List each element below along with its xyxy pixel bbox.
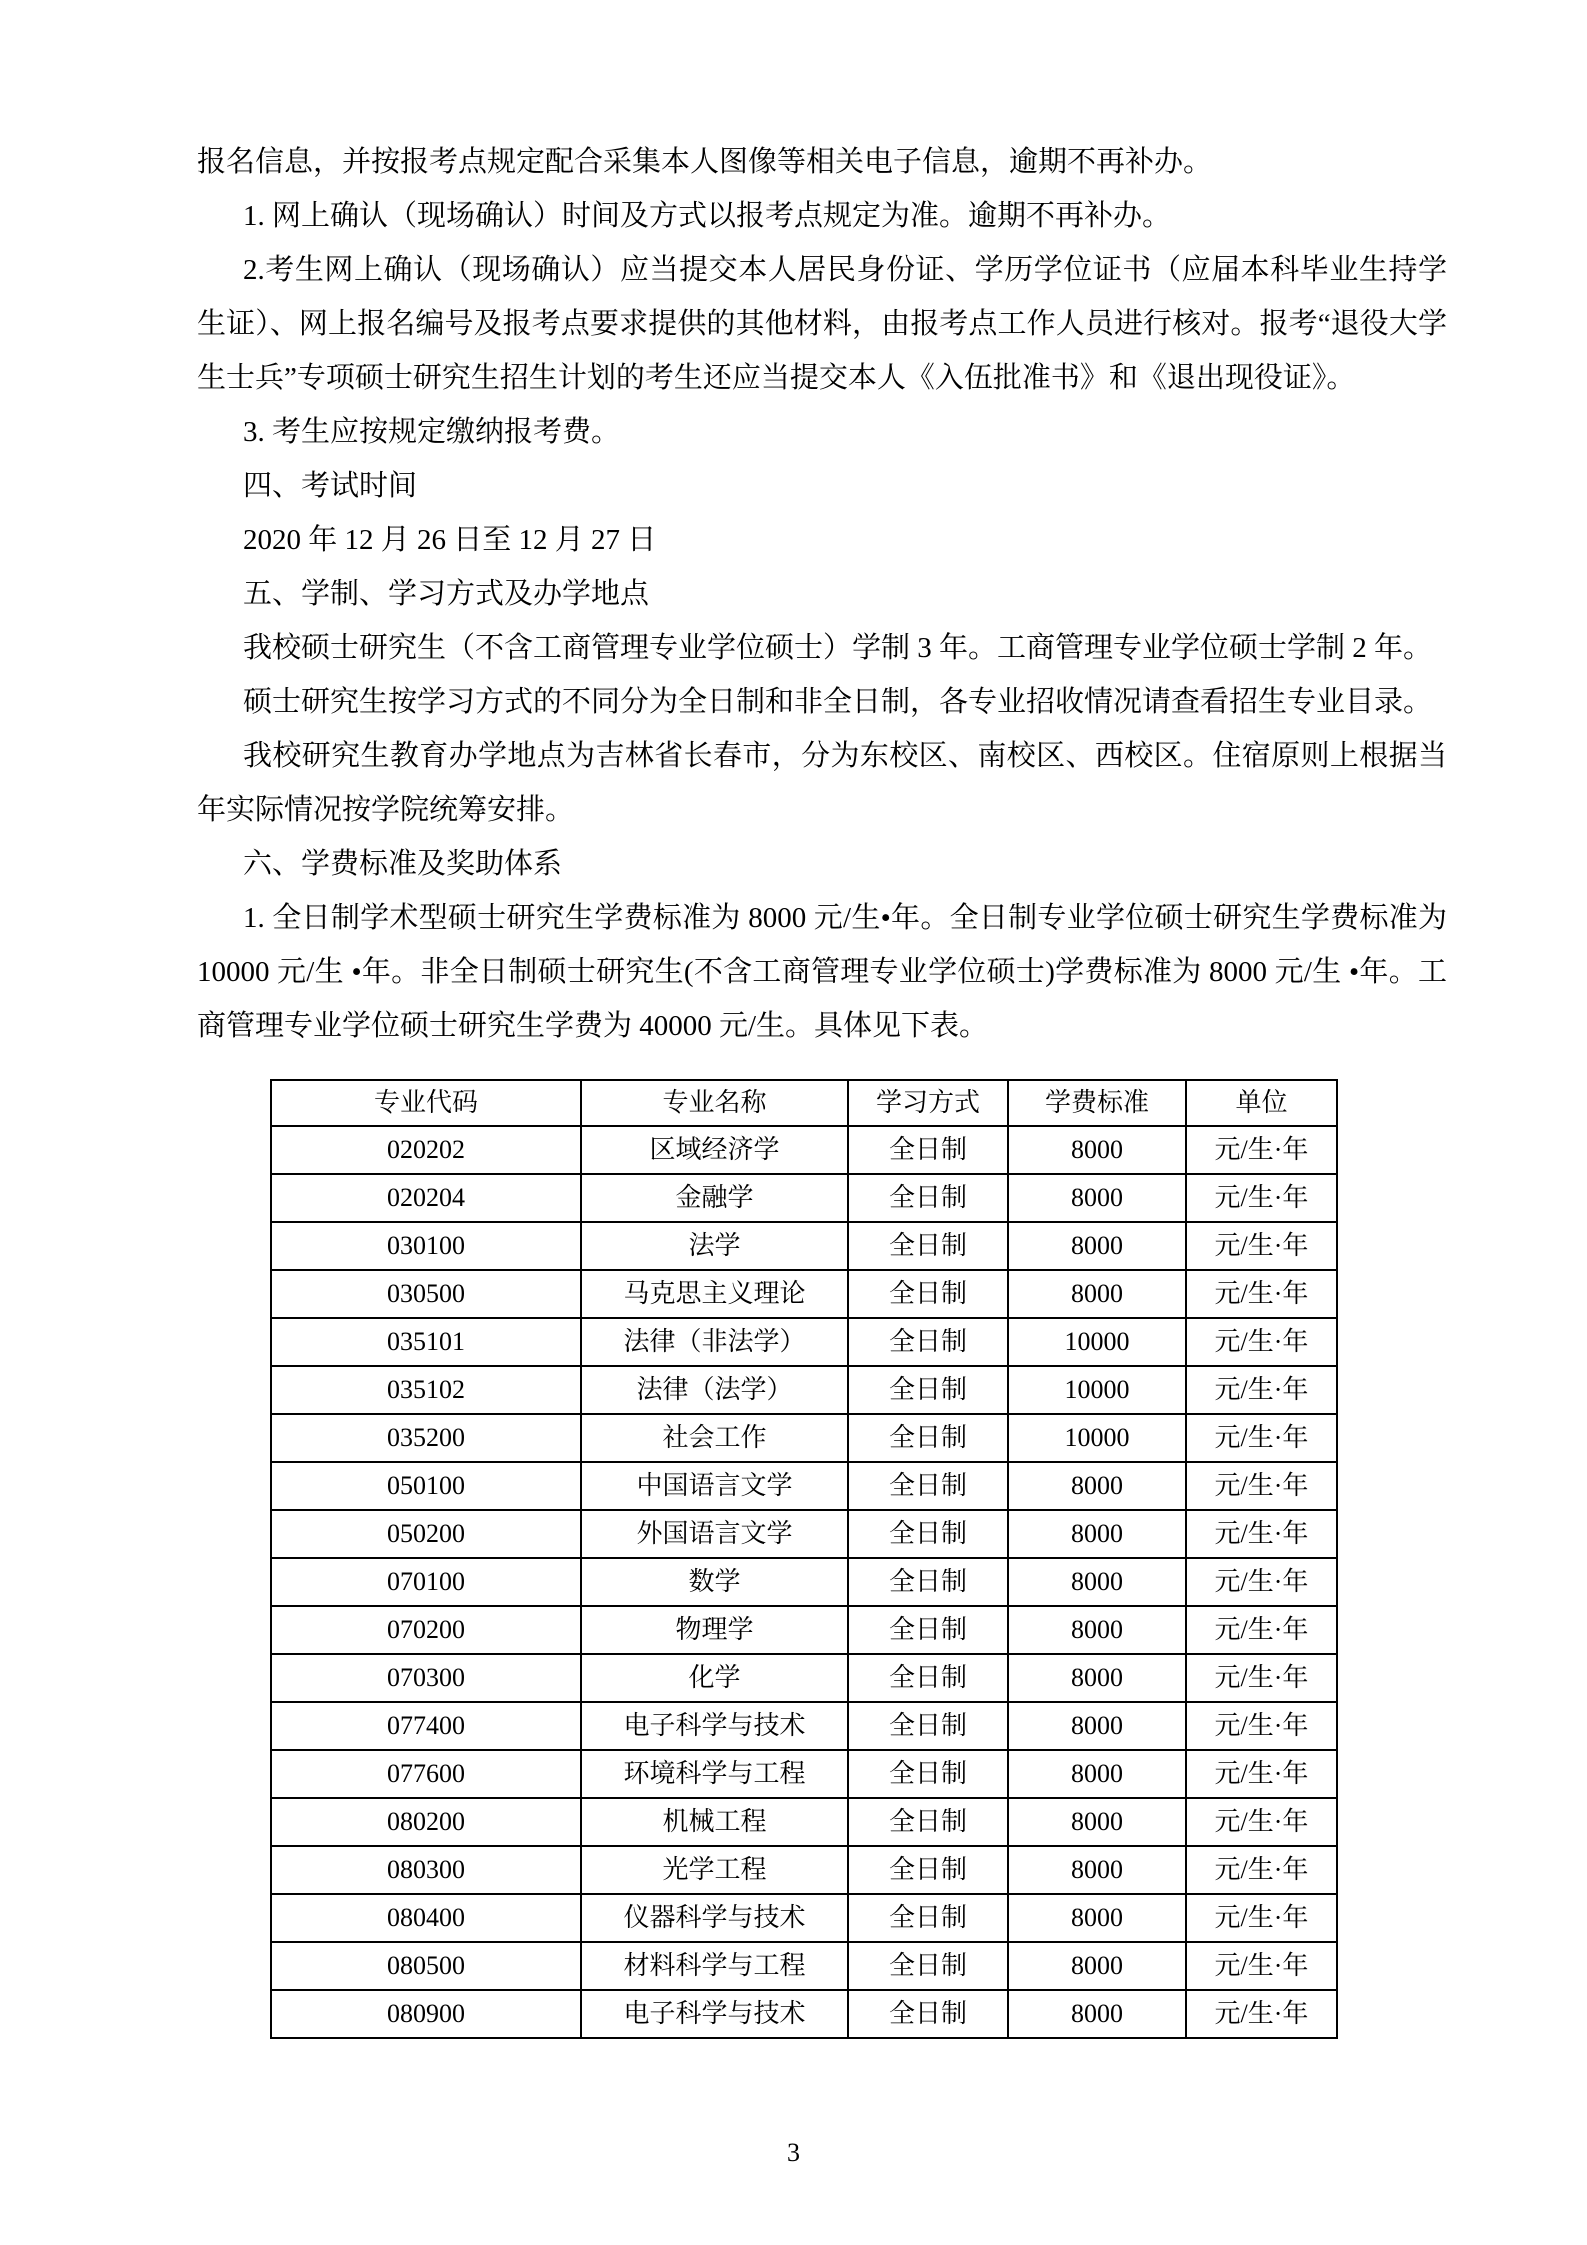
table-cell: 10000: [1008, 1366, 1186, 1414]
table-cell: 全日制: [848, 1270, 1008, 1318]
column-header-unit: 单位: [1186, 1080, 1337, 1126]
table-cell: 元/生·年: [1186, 1318, 1337, 1366]
table-cell: 社会工作: [581, 1414, 848, 1462]
table-cell: 080400: [271, 1894, 581, 1942]
table-cell: 035102: [271, 1366, 581, 1414]
table-row: [271, 1318, 1337, 1366]
table-cell: 全日制: [848, 1414, 1008, 1462]
table-cell: 马克思主义理论: [581, 1270, 848, 1318]
table-row: [271, 1798, 1337, 1846]
table-cell: 机械工程: [581, 1798, 848, 1846]
table-cell: 070200: [271, 1606, 581, 1654]
table-row: [271, 1366, 1337, 1414]
table-cell: 050200: [271, 1510, 581, 1558]
section-heading-exam-time: 四、考试时间: [243, 470, 418, 502]
table-cell: 030500: [271, 1270, 581, 1318]
table-cell: 10000: [1008, 1318, 1186, 1366]
table-header-row: [271, 1080, 1337, 1126]
table-row: [271, 1750, 1337, 1798]
table-cell: 外国语言文学: [581, 1510, 848, 1558]
paragraph-study-length: 我校硕士研究生（不含工商管理专业学位硕士）学制 3 年。工商管理专业学位硕士学制 2 年。: [243, 632, 1433, 664]
table-cell: 020202: [271, 1126, 581, 1174]
table-cell: 法律（非法学）: [581, 1318, 848, 1366]
table-cell: 8000: [1008, 1510, 1186, 1558]
page-number: 3: [787, 2138, 800, 2167]
table-cell: 元/生·年: [1186, 1558, 1337, 1606]
table-cell: 030100: [271, 1222, 581, 1270]
table-row: [271, 1990, 1337, 2038]
table-row: [271, 1942, 1337, 1990]
table-cell: 8000: [1008, 1654, 1186, 1702]
table-cell: 全日制: [848, 1654, 1008, 1702]
table-cell: 数学: [581, 1558, 848, 1606]
column-header-study-mode: 学习方式: [848, 1080, 1008, 1126]
column-header-major-code: 专业代码: [271, 1080, 581, 1126]
table-cell: 元/生·年: [1186, 1798, 1337, 1846]
table-cell: 8000: [1008, 1558, 1186, 1606]
table-cell: 070300: [271, 1654, 581, 1702]
table-cell: 全日制: [848, 1366, 1008, 1414]
column-header-major-name: 专业名称: [581, 1080, 848, 1126]
table-cell: 全日制: [848, 1510, 1008, 1558]
table-cell: 080900: [271, 1990, 581, 2038]
paragraph-item-3: 3. 考生应按规定缴纳报考费。: [243, 416, 621, 448]
table-cell: 8000: [1008, 1798, 1186, 1846]
section-heading-tuition: 六、学费标准及奖助体系: [243, 848, 563, 880]
table-row: [271, 1846, 1337, 1894]
table-cell: 8000: [1008, 1606, 1186, 1654]
table-cell: 8000: [1008, 1990, 1186, 2038]
table-cell: 元/生·年: [1186, 1174, 1337, 1222]
table-cell: 全日制: [848, 1174, 1008, 1222]
table-cell: 物理学: [581, 1606, 848, 1654]
table-row: [271, 1702, 1337, 1750]
table-cell: 金融学: [581, 1174, 848, 1222]
table-cell: 元/生·年: [1186, 1894, 1337, 1942]
paragraph-campus-location: 我校研究生教育办学地点为吉林省长春市，分为东校区、南校区、西校区。住宿原则上根据当年实际情况按学院统筹安排。: [197, 740, 1447, 826]
table-cell: 电子科学与技术: [581, 1702, 848, 1750]
table-cell: 全日制: [848, 1750, 1008, 1798]
table-cell: 全日制: [848, 1558, 1008, 1606]
table-row: [271, 1558, 1337, 1606]
table-cell: 元/生·年: [1186, 1510, 1337, 1558]
tuition-fee-table: [270, 1079, 1338, 2039]
paragraph-continuation: 报名信息，并按报考点规定配合采集本人图像等相关电子信息，逾期不再补办。: [197, 146, 1213, 178]
table-cell: 8000: [1008, 1222, 1186, 1270]
document-body: [197, 135, 1447, 2039]
paragraph-study-mode: 硕士研究生按学习方式的不同分为全日制和非全日制，各专业招收情况请查看招生专业目录。: [243, 686, 1433, 718]
table-cell: 元/生·年: [1186, 1846, 1337, 1894]
table-cell: 8000: [1008, 1750, 1186, 1798]
table-cell: 全日制: [848, 1942, 1008, 1990]
table-cell: 法律（法学）: [581, 1366, 848, 1414]
table-cell: 077600: [271, 1750, 581, 1798]
table-cell: 电子科学与技术: [581, 1990, 848, 2038]
table-cell: 全日制: [848, 1126, 1008, 1174]
table-cell: 8000: [1008, 1942, 1186, 1990]
table-cell: 元/生·年: [1186, 1990, 1337, 2038]
table-cell: 中国语言文学: [581, 1462, 848, 1510]
section-heading-study-system: 五、学制、学习方式及办学地点: [243, 578, 650, 610]
table-cell: 8000: [1008, 1894, 1186, 1942]
table-cell: 080200: [271, 1798, 581, 1846]
table-cell: 元/生·年: [1186, 1222, 1337, 1270]
table-cell: 全日制: [848, 1702, 1008, 1750]
table-cell: 元/生·年: [1186, 1702, 1337, 1750]
table-cell: 全日制: [848, 1222, 1008, 1270]
table-cell: 元/生·年: [1186, 1750, 1337, 1798]
table-cell: 元/生·年: [1186, 1126, 1337, 1174]
table-cell: 8000: [1008, 1702, 1186, 1750]
table-cell: 法学: [581, 1222, 848, 1270]
table-cell: 035200: [271, 1414, 581, 1462]
table-cell: 环境科学与工程: [581, 1750, 848, 1798]
paragraph-item-2: 2.考生网上确认（现场确认）应当提交本人居民身份证、学历学位证书（应届本科毕业生持学生证）、网上报名编号及报考点要求提供的其他材料，由报考点工作人员进行核对。报考“退役大学生士兵”专项硕士研究生招生计划的考生还应当提交本人《入伍批准书》和《退出现役证》。: [197, 254, 1447, 394]
table-cell: 全日制: [848, 1894, 1008, 1942]
table-row: [271, 1126, 1337, 1174]
table-cell: 全日制: [848, 1798, 1008, 1846]
table-cell: 8000: [1008, 1270, 1186, 1318]
table-cell: 10000: [1008, 1414, 1186, 1462]
table-row: [271, 1414, 1337, 1462]
paragraph-exam-dates: 2020 年 12 月 26 日至 12 月 27 日: [243, 524, 657, 556]
table-cell: 元/生·年: [1186, 1414, 1337, 1462]
table-cell: 元/生·年: [1186, 1462, 1337, 1510]
table-cell: 8000: [1008, 1462, 1186, 1510]
table-cell: 全日制: [848, 1846, 1008, 1894]
table-cell: 元/生·年: [1186, 1606, 1337, 1654]
table-cell: 全日制: [848, 1318, 1008, 1366]
table-cell: 070100: [271, 1558, 581, 1606]
table-cell: 光学工程: [581, 1846, 848, 1894]
table-row: [271, 1270, 1337, 1318]
column-header-fee-standard: 学费标准: [1008, 1080, 1186, 1126]
table-cell: 元/生·年: [1186, 1654, 1337, 1702]
table-cell: 077400: [271, 1702, 581, 1750]
table-row: [271, 1222, 1337, 1270]
table-cell: 080300: [271, 1846, 581, 1894]
table-cell: 全日制: [848, 1606, 1008, 1654]
paragraph-tuition-standards: 1. 全日制学术型硕士研究生学费标准为 8000 元/生•年。全日制专业学位硕士研究生学费标准为 10000 元/生 •年。非全日制硕士研究生(不含工商管理专业学位硕士)学费标准为 8000 元/生 •年。工商管理专业学位硕士研究生学费为 40000 元/生。具体见下表。: [197, 902, 1447, 1042]
table-cell: 020204: [271, 1174, 581, 1222]
table-cell: 元/生·年: [1186, 1942, 1337, 1990]
table-cell: 8000: [1008, 1174, 1186, 1222]
table-cell: 全日制: [848, 1462, 1008, 1510]
table-cell: 050100: [271, 1462, 581, 1510]
table-row: [271, 1510, 1337, 1558]
table-cell: 全日制: [848, 1990, 1008, 2038]
table-cell: 8000: [1008, 1126, 1186, 1174]
paragraph-item-1: 1. 网上确认（现场确认）时间及方式以报考点规定为准。逾期不再补办。: [243, 200, 1172, 232]
table-cell: 区域经济学: [581, 1126, 848, 1174]
table-cell: 080500: [271, 1942, 581, 1990]
table-cell: 元/生·年: [1186, 1366, 1337, 1414]
table-row: [271, 1606, 1337, 1654]
table-row: [271, 1462, 1337, 1510]
table-row: [271, 1654, 1337, 1702]
table-cell: 材料科学与工程: [581, 1942, 848, 1990]
table-cell: 化学: [581, 1654, 848, 1702]
fee-table-body: [271, 1126, 1337, 2038]
table-cell: 仪器科学与技术: [581, 1894, 848, 1942]
table-row: [271, 1894, 1337, 1942]
table-cell: 8000: [1008, 1846, 1186, 1894]
table-row: [271, 1174, 1337, 1222]
table-cell: 元/生·年: [1186, 1270, 1337, 1318]
table-cell: 035101: [271, 1318, 581, 1366]
